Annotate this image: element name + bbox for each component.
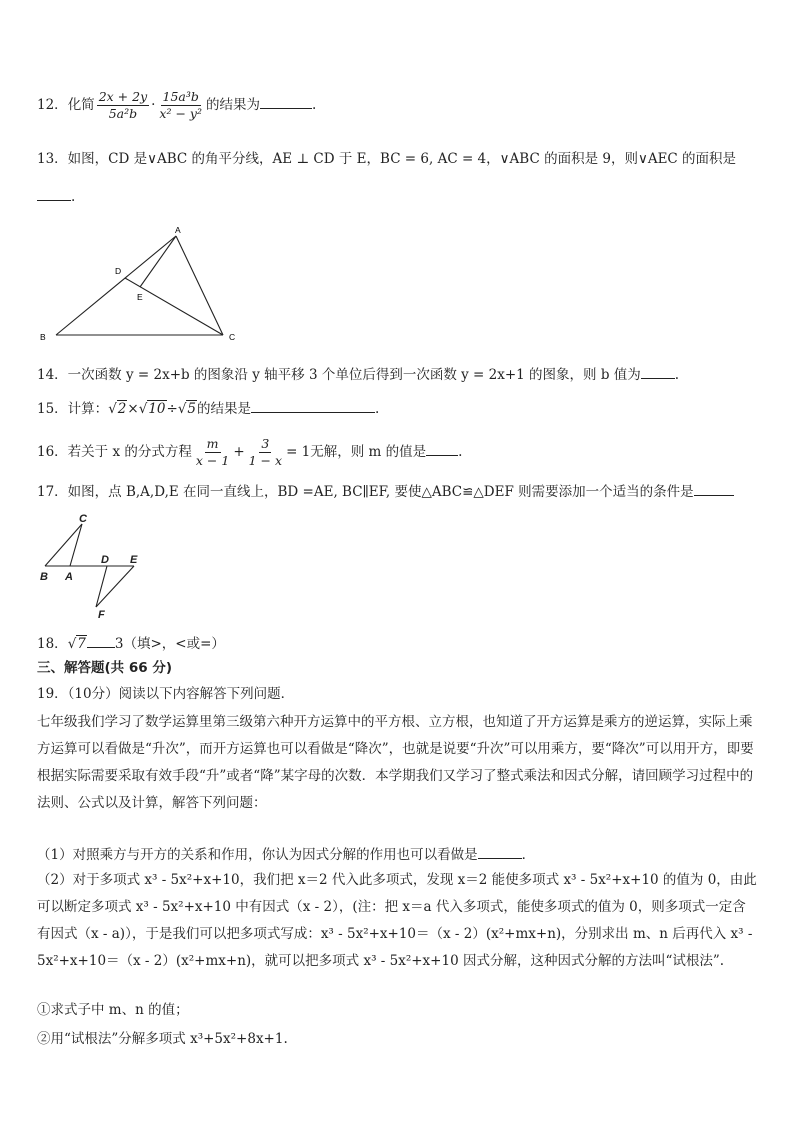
fraction-numerator: 2x + 2y bbox=[98, 89, 148, 104]
question-number: 12． bbox=[37, 97, 68, 113]
answer-blank[interactable] bbox=[37, 186, 71, 201]
question-text: 19．（10分）阅读以下内容解答下列问题． bbox=[37, 686, 295, 702]
period: . bbox=[458, 444, 463, 460]
period: ． bbox=[521, 847, 536, 863]
question-suffix: = 1无解，则 m 的值是 bbox=[286, 444, 427, 460]
divide-sign: ÷ bbox=[166, 401, 178, 417]
label-c: C bbox=[79, 513, 87, 525]
fraction-denominator: x² − y² bbox=[159, 106, 202, 121]
label-d: D bbox=[115, 266, 122, 276]
answer-blank[interactable] bbox=[694, 481, 734, 496]
question-12 bbox=[37, 89, 759, 122]
question-15 bbox=[37, 398, 759, 418]
answer-blank[interactable] bbox=[87, 633, 115, 648]
answer-blank[interactable] bbox=[426, 441, 458, 456]
question-prefix: 化简 bbox=[67, 97, 95, 113]
multiply-dot: · bbox=[151, 97, 156, 113]
answer-blank[interactable] bbox=[478, 844, 522, 859]
radicand: 2 bbox=[117, 401, 127, 417]
question-text: 14．一次函数 y = 2x+b 的图象沿 y 轴平移 3 个单位后得到一次函数 y = 2x+1 的图象，则 b 值为 bbox=[37, 367, 641, 383]
paragraph-text: 七年级我们学习了数学运算里第三级第六种开方运算中的平方根、立方根，也知道了开方运算是乘方的逆运算，实际上乘方运算可以看做是“升次”，而开方运算也可以看做是“降次”，也就是说要“升次”可以用乘方，要“降次”可以用开方，即要根据实际需要采取有效手段“升”或者“降”某字母的次数．本学期我们又学习了整式乘法和因式分解，请回顾学习过程中的法则、公式以及计算，解答下列问题： bbox=[37, 714, 754, 811]
question-text: 17．如图，点 B,A,D,E 在同一直线上，BD =AE, BC∥EF, 要使△ABC≌△DEF 则需要添加一个适当的条件是 bbox=[37, 484, 694, 500]
question-13-answer bbox=[37, 186, 759, 206]
question-number: 18． bbox=[37, 636, 68, 652]
sub-question-text: ①求式子中 m、n 的值； bbox=[37, 1002, 189, 1018]
question-suffix: 3（填>，<或=） bbox=[114, 636, 225, 652]
fraction-numerator: 15a³b bbox=[162, 89, 199, 104]
period: . bbox=[375, 401, 380, 417]
side-ba bbox=[56, 236, 176, 335]
question-suffix: 的结果为 bbox=[205, 97, 260, 113]
side-ac bbox=[176, 236, 223, 335]
radicand: 10 bbox=[148, 401, 166, 417]
period: . bbox=[71, 189, 76, 205]
answer-blank[interactable] bbox=[641, 364, 675, 379]
sqrt-7: √7 bbox=[67, 636, 86, 652]
question-17 bbox=[37, 481, 759, 501]
fraction-1 bbox=[97, 89, 149, 122]
radicand: 5 bbox=[187, 401, 197, 417]
fraction-numerator: m bbox=[206, 436, 219, 451]
paragraph-text: （2）对于多项式 x³ - 5x²+x+10，我们把 x＝2 代入此多项式，发现 x＝2 能使多项式 x³ - 5x²+x+10 的值为 0，由此可以断定多项式 x³ - 5x²+x+10 中有因式（x - 2），(注：把 x＝a 代入多项式，能使多项式的值为 0，则多项式一定含有因式（x - a)），于是我们可以把多项式写成：x³ - 5x²+x+10＝（x - 2）(x²+mx+n)，分别求出 m、n 后再代入 x³ - 5x²+x+10＝（x - 2）(x²+mx+n)，就可以把多项式 x³ - 5x²+x+10 因式分解，这种因式分解的方法叫“试根法”. bbox=[37, 872, 757, 969]
radicand: 7 bbox=[77, 636, 86, 652]
fraction-denominator: 1 − x bbox=[248, 453, 283, 468]
figure-17 bbox=[36, 510, 156, 622]
fraction-denominator: x − 1 bbox=[195, 453, 230, 468]
section-heading bbox=[37, 659, 759, 677]
label-d: D bbox=[101, 554, 109, 566]
question-16 bbox=[37, 436, 759, 469]
times-sign: × bbox=[127, 401, 139, 417]
answer-blank[interactable] bbox=[260, 94, 312, 109]
sqrt-3: √5 bbox=[177, 401, 197, 417]
question-18 bbox=[37, 633, 759, 653]
label-b: B bbox=[40, 332, 46, 342]
sqrt-2: √10 bbox=[138, 401, 166, 417]
period: . bbox=[311, 97, 317, 113]
question-number: 16．若关于 x 的分式方程 bbox=[37, 444, 192, 460]
triangle-figure-13 bbox=[30, 222, 250, 347]
label-e: E bbox=[130, 554, 138, 566]
question-19-sub-2 bbox=[37, 1030, 759, 1048]
question-19-paragraph bbox=[37, 709, 759, 817]
sqrt-1: √2 bbox=[108, 401, 127, 417]
question-14 bbox=[37, 364, 759, 384]
question-13 bbox=[37, 150, 759, 168]
label-f: F bbox=[98, 609, 105, 621]
fraction-denominator: 5a²b bbox=[108, 106, 138, 121]
question-19-sub-1 bbox=[37, 1001, 759, 1019]
fraction-1 bbox=[194, 436, 231, 469]
fraction-2 bbox=[157, 89, 204, 122]
question-19-part-2 bbox=[37, 867, 759, 975]
answer-blank[interactable] bbox=[251, 398, 375, 413]
question-19-part-1 bbox=[37, 844, 759, 864]
question-number: 15．计算： bbox=[37, 401, 109, 417]
label-a: A bbox=[175, 225, 181, 235]
label-b: B bbox=[40, 571, 48, 583]
question-suffix: 的结果是 bbox=[197, 401, 252, 417]
label-c: C bbox=[229, 332, 236, 342]
fraction-2 bbox=[247, 436, 284, 469]
fraction-numerator: 3 bbox=[261, 436, 270, 451]
question-text: （1）对照乘方与开方的关系和作用，你认为因式分解的作用也可以看做是 bbox=[37, 847, 478, 863]
question-text: 13．如图，CD 是∨ABC 的角平分线，AE ⊥ CD 于 E，BC = 6, AC = 4，∨ABC 的面积是 9，则∨AEC 的面积是 bbox=[37, 151, 737, 167]
label-e: E bbox=[137, 292, 143, 302]
section-title: 三、解答题(共 66 分) bbox=[37, 660, 173, 676]
label-a: A bbox=[65, 571, 73, 583]
question-19-head bbox=[37, 685, 759, 703]
sub-question-text: ②用“试根法”分解多项式 x³+5x²+8x+1. bbox=[37, 1031, 288, 1047]
plus-sign: + bbox=[233, 444, 245, 460]
period: . bbox=[674, 367, 680, 383]
